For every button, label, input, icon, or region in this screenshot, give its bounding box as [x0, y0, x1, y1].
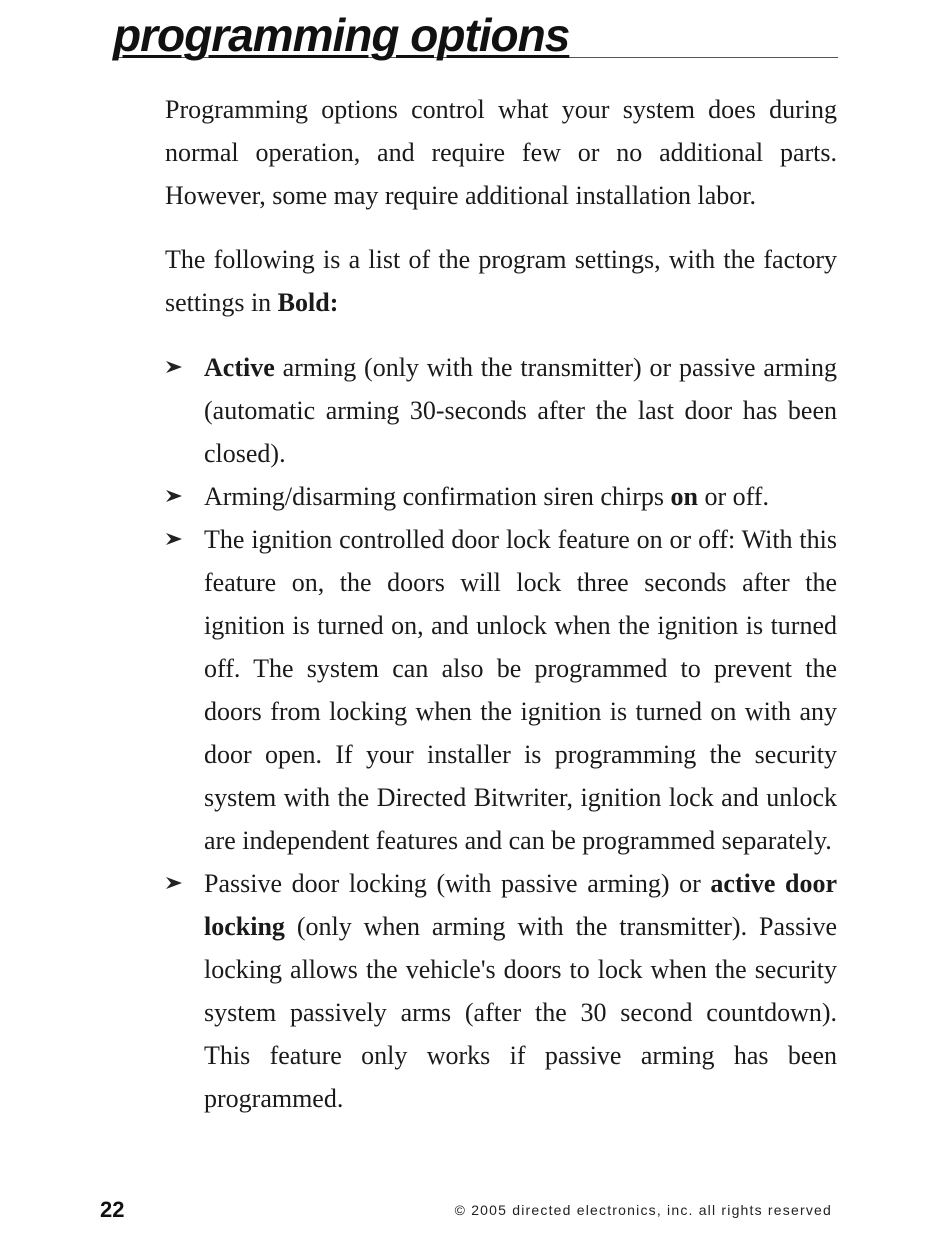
- arrow-bullet-icon: [165, 360, 183, 374]
- option-text-continued: (only when arming with the transmitter). Passive locking allows the vehicle's doors to lock when the security system passively arms (after the 30 second countdown). This feature only works if passive arming has been programmed.: [204, 912, 837, 1113]
- list-intro-paragraph: [165, 238, 837, 324]
- copyright-notice: © 2005 directed electronics, inc. all rights reserved: [454, 1202, 832, 1218]
- program-settings-list: [165, 346, 837, 1120]
- list-item: [165, 475, 837, 518]
- option-text: Arming/disarming confirmation siren chirps: [204, 482, 671, 511]
- list-item: [165, 346, 837, 475]
- option-bold: Active: [204, 353, 275, 382]
- page-title: programming options: [113, 9, 570, 61]
- option-bold: active door locking: [204, 869, 837, 941]
- option-text: The ignition controlled door lock feature on or off: With this feature on, the doors will lock three seconds after the ignition is turned on, and unlock when the ignition is turned off. The system can also be programmed to prevent the doors from locking when the ignition is turned on with any door open. If your installer is programming the security system with the Directed Bitwriter, ignition lock and unlock are independent features and can be programmed separately.: [204, 525, 837, 855]
- option-text-continued: or off.: [697, 482, 769, 511]
- list-intro-text: The following is a list of the program settings, with the factory settings in: [165, 245, 837, 317]
- body-text: [165, 88, 837, 1120]
- option-text: Passive door locking (with passive arming) or: [204, 869, 711, 898]
- arrow-bullet-icon: [165, 532, 183, 546]
- arrow-bullet-icon: [165, 876, 183, 890]
- page-number: 22: [100, 1197, 125, 1222]
- arrow-bullet-icon: [165, 489, 183, 503]
- option-text: arming (only with the transmitter) or passive arming (automatic arming 30-seconds after the last door has been closed).: [204, 353, 837, 468]
- list-intro-bold: Bold:: [277, 288, 339, 317]
- intro-paragraph: Programming options control what your system does during normal operation, and require few or no additional parts. However, some may require additional installation labor.: [165, 95, 837, 210]
- list-item: [165, 862, 837, 1120]
- list-item: [165, 518, 837, 862]
- option-bold: on: [670, 482, 698, 511]
- page-heading: [113, 6, 838, 64]
